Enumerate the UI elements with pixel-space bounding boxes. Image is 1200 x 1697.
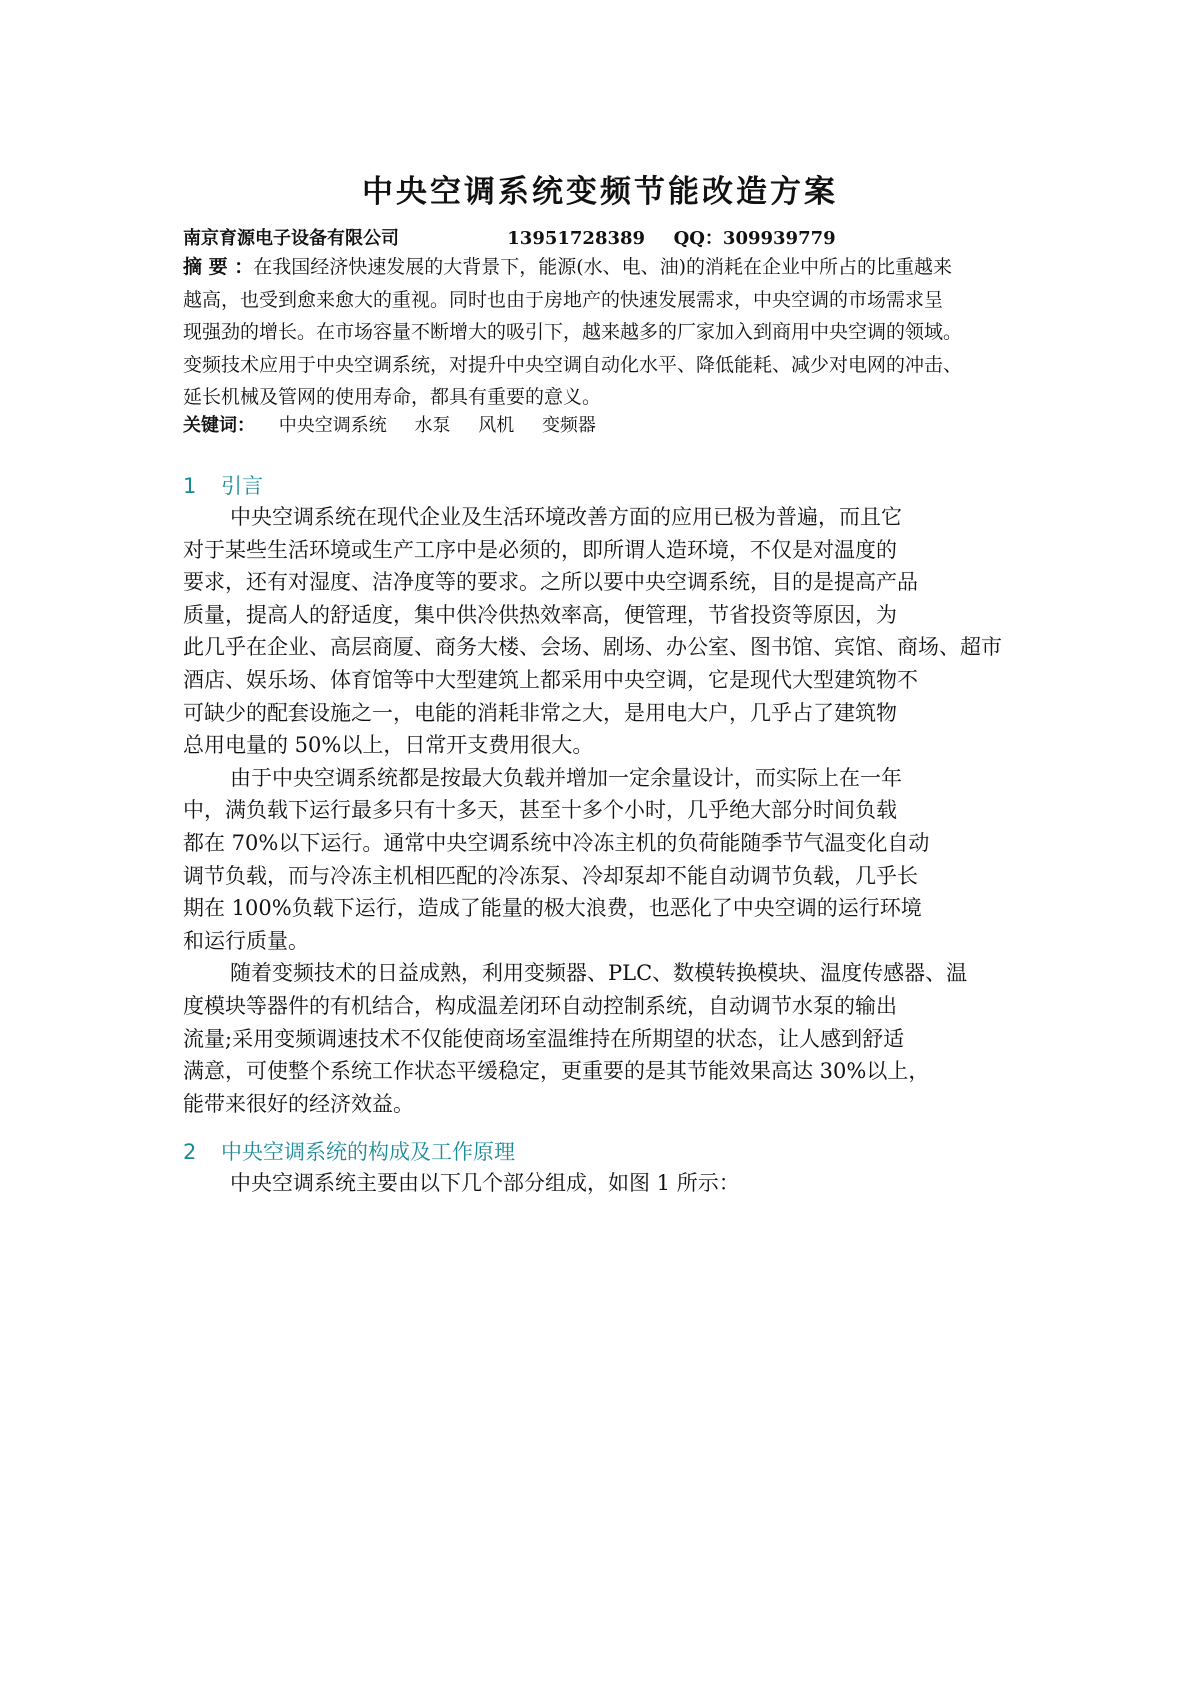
paragraph-line: 总用电量的 50%以上，日常开支费用很大。 [183,733,594,758]
keyword: 风机 [478,415,515,436]
paragraph-line: 质量，提高人的舒适度，集中供冷供热效率高，便管理，节省投资等原因，为 [183,602,897,627]
paragraph-line: 酒店、娱乐场、体育馆等中大型建筑上都采用中央空调，它是现代大型建筑物不 [183,667,918,692]
keyword: 水泵 [414,415,451,436]
abstract-line: 越高，也受到愈来愈大的重视。同时也由于房地产的快速发展需求，中央空调的市场需求呈 [183,288,944,311]
paragraph-line: 随着变频技术的日益成熟，利用变频器、PLC、数模转换模块、温度传感器、温 [230,961,968,986]
paragraph-line: 流量;采用变频调速技术不仅能使商场室温维持在所期望的状态，让人感到舒适 [183,1026,905,1051]
paragraph-line: 要求，还有对湿度、洁净度等的要求。之所以要中央空调系统，目的是提高产品 [183,570,918,595]
abstract [183,251,1043,414]
abstract-line: 变频技术应用于中央空调系统，对提升中央空调自动化水平、降低能耗、减少对电网的冲击、 [183,353,963,376]
section-title: 引言 [221,474,263,498]
abstract-line: 延长机械及管网的使用寿命，都具有重要的意义。 [183,386,602,409]
abstract-text: 在我国经济快速发展的大背景下，能源(水、电、油)的消耗在企业中所占的比重越来 [253,256,953,278]
company-name: 南京育源电子设备有限公司 [183,228,399,249]
abstract-label: 摘 要 ： [183,256,254,278]
section-1-body [183,501,1043,1120]
paragraph-line: 由于中央空调系统都是按最大负载并增加一定余量设计，而实际上在一年 [230,765,902,790]
page-title: 中央空调系统变频节能改造方案 [362,174,838,210]
keywords-label: 关键词： [183,415,255,436]
paragraph-line: 和运行质量。 [183,928,309,953]
paragraph-line: 调节负载，而与冷冻主机相匹配的冷冻泵、冷却泵却不能自动调节负载，几乎长 [183,863,918,888]
section-number: 1 [183,474,197,498]
keyword: 中央空调系统 [278,415,387,436]
paragraph-line: 此几乎在企业、高层商厦、商务大楼、会场、剧场、办公室、图书馆、宾馆、商场、超市 [183,635,1002,660]
paragraph-line: 可缺少的配套设施之一，电能的消耗非常之大，是用电大户，几乎占了建筑物 [183,700,897,725]
paragraph-line: 中央空调系统在现代企业及生活环境改善方面的应用已极为普遍，而且它 [230,505,902,529]
section-number: 2 [183,1140,197,1164]
paragraph-line: 都在 70%以下运行。通常中央空调系统中冷冻主机的负荷能随季节气温变化自动 [183,830,930,855]
paragraph-line: 对于某些生活环境或生产工序中是必须的，即所谓人造环境，不仅是对温度的 [183,537,897,562]
section-2-heading [183,1136,515,1166]
paragraph-line: 满意，可使整个系统工作状态平缓稳定，更重要的是其节能效果高达 30%以上， [183,1059,930,1084]
paragraph-line: 能带来很好的经济效益。 [183,1091,414,1116]
keyword: 变频器 [541,415,596,436]
abstract-line [183,251,1043,284]
section-1-heading [183,470,263,500]
company-phone: 13951728389 [507,228,646,249]
keywords [183,411,618,437]
paragraph-line: 期在 100%负载下运行，造成了能量的极大浪费，也恶化了中央空调的运行环境 [183,896,922,921]
company-info [183,224,836,250]
paragraph-line: 中，满负载下运行最多只有十多天，甚至十多个小时，几乎绝大部分时间负载 [183,798,897,823]
company-qq: QQ：309939779 [673,228,836,249]
abstract-line: 现强劲的增长。在市场容量不断增大的吸引下，越来越多的厂家加入到商用中央空调的领域。 [183,321,963,344]
section-title: 中央空调系统的构成及工作原理 [221,1140,515,1164]
paragraph-line: 中央空调系统主要由以下几个部分组成，如图 1 所示： [230,1171,740,1195]
section-2-body [183,1167,1043,1200]
paragraph-line: 度模块等器件的有机结合，构成温差闭环自动控制系统，自动调节水泵的输出 [183,993,897,1018]
